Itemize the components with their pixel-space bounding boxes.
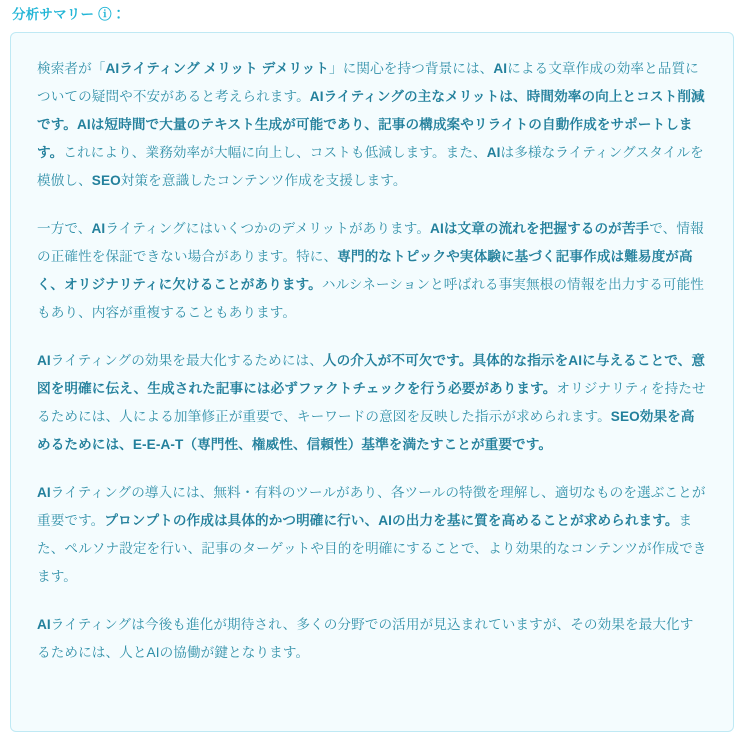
summary-paragraph-conclusion <box>37 611 707 667</box>
body-text: ライティングは今後も進化が期待され、多くの分野での活用が見込まれていますが、その効果を最大化するためには、人とAIの協働が鍵となります。 <box>37 617 694 660</box>
emphasis-text: AI <box>37 617 51 632</box>
emphasis-text: SEO <box>91 173 121 188</box>
summary-paragraph-background <box>37 55 707 195</box>
body-text: また、ペルソナ設定を行い、記事のターゲットや目的を明確にすることで、より効果的なコンテンツが作成できます。 <box>37 513 707 584</box>
body-text: ライティングの効果を最大化するためには、 <box>50 353 323 368</box>
emphasis-text: AIライティングの主なメリットは、時間効率の向上とコスト削減です。AIは短時間で大量のテキスト生成が可能であり、記事の構成案やリライトの自動作成をサポートします。 <box>37 89 705 160</box>
body-text: 対策を意識したコンテンツ作成を支援します。 <box>120 173 407 188</box>
emphasis-text: AI <box>486 145 501 160</box>
body-text: ライティングにはいくつかのデメリットがあります。 <box>105 221 431 236</box>
emphasis-text: SEO効果を高めるためには、E-E-A-T（専門性、権威性、信頼性）基準を満たすことが重要です。 <box>37 409 695 452</box>
summary-paragraph-tools <box>37 479 707 591</box>
body-text: 一方で、 <box>37 221 92 236</box>
body-text: 検索者が「 <box>37 61 106 76</box>
body-text: で、情報の正確性を保証できない場合があります。特に、 <box>37 221 704 264</box>
emphasis-text: AI <box>493 61 508 76</box>
summary-paragraph-human-involvement <box>37 347 707 459</box>
body-text: による文章作成の効率と品質についての疑問や不安があると考えられます。 <box>37 61 699 104</box>
body-text: ハルシネーションと呼ばれる事実無根の情報を出力する可能性もあり、内容が重複することもあります。 <box>37 277 704 320</box>
page-title: 分析サマリー ⓘ： <box>12 7 126 22</box>
emphasis-text: AIライティング メリット デメリット <box>105 61 330 76</box>
summary-paragraph-demerits <box>37 215 707 327</box>
emphasis-text: AI <box>91 221 106 236</box>
emphasis-text: AI <box>37 485 51 500</box>
emphasis-text: 専門的なトピックや実体験に基づく記事作成は難易度が高く、オリジナリティに欠けることがあります。 <box>37 249 693 292</box>
body-text: は多様なライティングスタイルを模倣し、 <box>37 145 704 188</box>
emphasis-text: プロンプトの作成は具体的かつ明確に行い、AIの出力を基に質を高めることが求められます。 <box>104 513 679 528</box>
summary-text-body <box>37 55 707 667</box>
emphasis-text: 人の介入が不可欠です。具体的な指示をAIに与えることで、意図を明確に伝え、生成された記事には必ずファクトチェックを行う必要があります。 <box>37 353 706 396</box>
body-text: 」に関心を持つ背景には、 <box>329 61 494 76</box>
body-text: これにより、業務効率が大幅に向上し、コストも低減します。また、 <box>63 145 487 160</box>
emphasis-text: AIは文章の流れを把握するのが苦手 <box>430 221 650 236</box>
analysis-summary-card <box>10 32 734 732</box>
emphasis-text: AI <box>37 353 51 368</box>
body-text: ライティングの導入には、無料・有料のツールがあり、各ツールの特徴を理解し、適切なものを選ぶことが重要です。 <box>37 485 706 528</box>
body-text: オリジナリティを持たせるためには、人による加筆修正が重要で、キーワードの意図を反映した指示が求められます。 <box>37 381 706 424</box>
